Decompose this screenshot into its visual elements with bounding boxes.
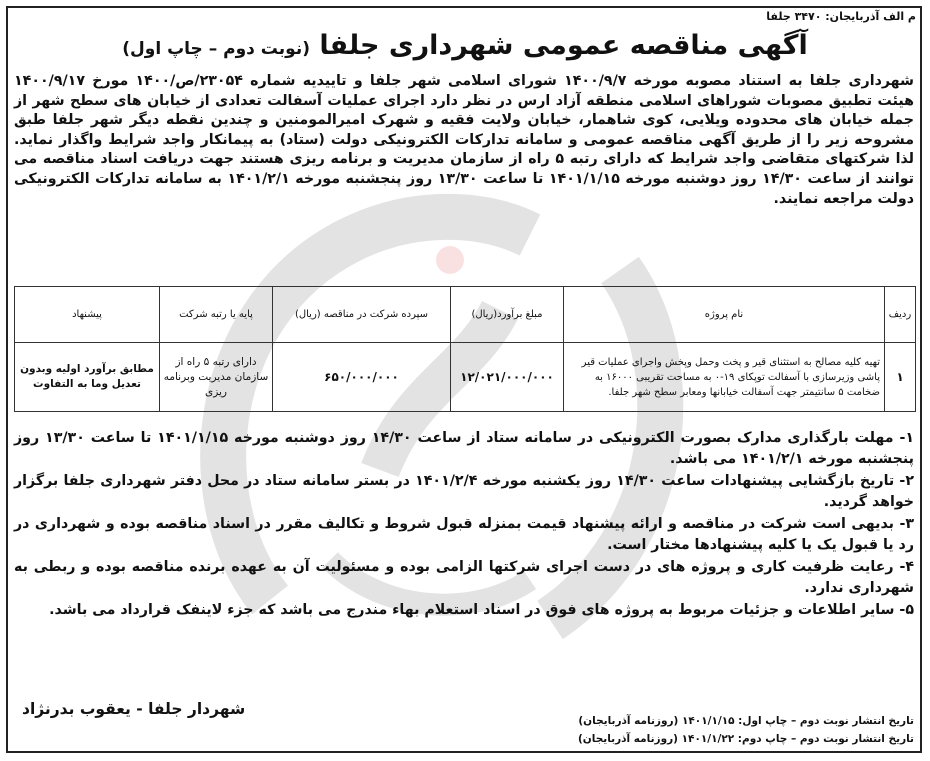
publication-line: تاریخ انتشار نوبت دوم – چاپ دوم: ۱۴۰۱/۱/۲۲ (روزنامه آذربایجان) [578, 733, 914, 745]
row-deposit: ۶۵۰/۰۰۰/۰۰۰ [273, 343, 451, 412]
title-main: آگهی مناقصه عمومی شهرداری جلفا [319, 30, 808, 61]
note-item: ۱- مهلت بارگذاری مدارک بصورت الکترونیکی در سامانه ستاد از ساعت ۱۴/۳۰ روز دوشنبه مورخه ۱۴۰۱/۱/۱۵ تا ساعت ۱۳/۳۰ روز پنجشنبه مورخه ۱۴۰۱/۲/۱ می باشد. [14, 430, 915, 467]
col-grade-header: پایه یا رتبه شرکت [160, 287, 273, 343]
ad-title [0, 30, 930, 61]
col-index-header: ردیف [885, 287, 916, 343]
note-item: ۴- رعایت ظرفیت کاری و پروژه های در دست اجرای شرکتها الزامی بوده و مسئولیت آن به عهده برنده مناقصه بوده و ربطی به شهرداری ندارد. [14, 559, 914, 596]
col-deposit-header: سپرده شرکت در مناقصه (ریال) [273, 287, 451, 343]
note-item: ۳- بدیهی است شرکت در مناقصه و ارائه پیشنهاد قیمت بمنزله قبول شروط و تکالیف مقرر در اسناد مناقصه بوده و شهرداری در رد یا قبول یک یا کلیه پیشنهادها مختار است. [14, 516, 914, 553]
row-proposal: مطابق برآورد اولیه وبدون تعدیل وما به التفاوت [15, 343, 160, 412]
table-header-row [15, 287, 916, 343]
title-edition: (نوبت دوم – چاپ اول) [122, 39, 310, 59]
col-estimate-header: مبلغ برآورد(ریال) [451, 287, 564, 343]
note-item: ۵- سایر اطلاعات و جزئیات مربوط به پروژه های فوق در اسناد استعلام بهاء مندرج می باشد که جزء لاینفک قرارداد می باشد. [49, 602, 914, 618]
row-project: تهیه کلیه مصالح به استثنای قیر و پخت وحمل وپخش واجرای عملیات قیر پاشی وزیرسازی با آسفالت توپکای ۱۹-۰ به مساحت تقریبی ۱۶۰۰۰ به ضخامت ۵ سانتیمتر جهت آسفالت خیابانها ومعابر سطح شهر جلفا. [564, 343, 885, 412]
publication-dates [578, 712, 914, 748]
row-grade: دارای رتبه ۵ راه از سازمان مدیریت وبرنامه ریزی [160, 343, 273, 412]
notes-list [14, 428, 914, 623]
col-proposal-header: پیشنهاد [15, 287, 160, 343]
publication-line: تاریخ انتشار نوبت دوم – چاپ اول: ۱۴۰۱/۱/۱۵ (روزنامه آذربایجان) [578, 715, 914, 727]
table-row [15, 343, 916, 412]
note-item: ۲- تاریخ بازگشایی پیشنهادات ساعت ۱۴/۳۰ روز یکشنبه مورخه ۱۴۰۱/۲/۴ در بستر سامانه ستاد در محل دفتر شهرداری جلفا برگزار خواهد گردید. [14, 473, 914, 510]
row-index: ۱ [885, 343, 916, 412]
mayor-signature: شهردار جلفا - یعقوب بدرنژاد [22, 700, 246, 718]
col-project-header: نام پروژه [564, 287, 885, 343]
ad-reference: م الف آذربایجان: ۳۴۷۰ جلفا [766, 10, 916, 23]
intro-paragraph: شهرداری جلفا به استناد مصوبه مورخه ۱۴۰۰/۹/۷ شورای اسلامی شهر جلفا و تاییدیه شماره ۲۳۰۵۴/ص/۱۴۰۰ مورخ ۱۴۰۰/۹/۱۷ هیئت تطبیق مصوبات شوراهای اسلامی منطقه آزاد ارس در نظر دارد اجرای عملیات آسفالت تعدادی از خیابان های سطح شهر از جمله خیابان های محدوده ویلایی، کوی شاهمار، خیابان ولایت فقیه و شهرک امیرالمومنین و چندین نقطه دیگر شهر جلفا طبق مشروحه زیر را از طریق آگهی مناقصه عمومی و سامانه تدارکات الکترونیکی دولت (ستاد) به پیمانکار واجد شرایط واگذار نماید. لذا شرکتهای متقاضی واجد شرایط که دارای رتبه ۵ راه از سازمان مدیریت و برنامه ریزی هستند جهت دریافت اسناد مناقصه می توانند از ساعت ۱۴/۳۰ روز دوشنبه مورخه ۱۴۰۱/۱/۱۵ تا ساعت ۱۳/۳۰ روز پنجشنبه مورخه ۱۴۰۱/۲/۱ به سامانه تدارکات الکترونیکی دولت مراجعه نمایند. [14, 73, 915, 207]
tender-table [14, 286, 916, 412]
row-estimate: ۱۲/۰۲۱/۰۰۰/۰۰۰ [451, 343, 564, 412]
